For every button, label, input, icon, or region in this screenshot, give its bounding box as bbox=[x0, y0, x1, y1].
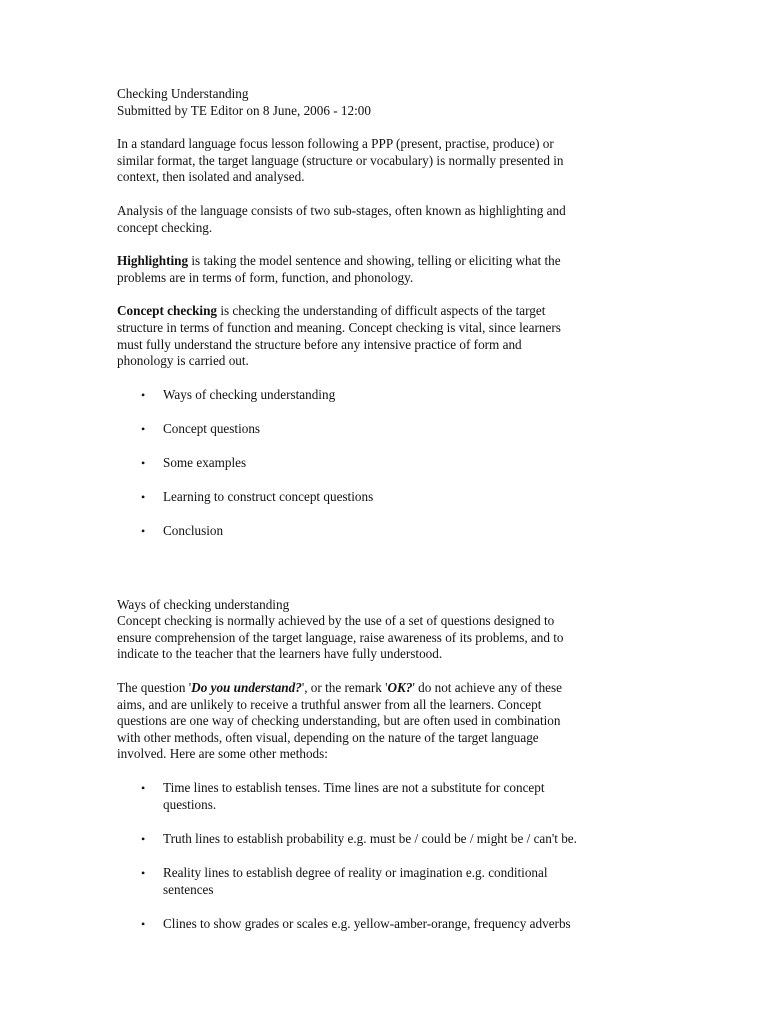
bullet-icon: • bbox=[141, 865, 146, 880]
text-line: Analysis of the language consists of two sub-stages, often known as highlighting and bbox=[117, 202, 566, 218]
section-spacer bbox=[117, 557, 662, 597]
text-line: phonology is carried out. bbox=[117, 353, 249, 369]
text-line: ensure comprehension of the target language, raise awareness of its problems, and to bbox=[117, 629, 564, 645]
list-item bbox=[117, 780, 662, 813]
ok-phrase: OK? bbox=[387, 680, 413, 696]
list-item bbox=[117, 387, 662, 404]
method-text: sentences bbox=[163, 881, 214, 897]
text-line: Concept checking is normally achieved by the use of a set of questions designed to bbox=[117, 613, 555, 629]
text-fragment: is checking the understanding of difficult aspects of the target bbox=[217, 303, 546, 319]
text-line: concept checking. bbox=[117, 219, 213, 235]
concept-checking-paragraph bbox=[117, 303, 662, 369]
text-line: problems are in terms of form, function, and phonology. bbox=[117, 269, 414, 285]
contents-item-label: Ways of checking understanding bbox=[163, 386, 336, 402]
text-line: structure in terms of function and meaning. Concept checking is vital, since learners bbox=[117, 319, 561, 335]
text-line: similar format, the target language (structure or vocabulary) is normally presented in bbox=[117, 152, 564, 168]
article-title: Checking Understanding bbox=[117, 86, 249, 101]
intro-paragraph-1 bbox=[117, 136, 662, 186]
article-header bbox=[117, 86, 662, 119]
bullet-icon: • bbox=[141, 831, 146, 846]
bullet-icon: • bbox=[141, 421, 146, 436]
list-item bbox=[117, 455, 662, 472]
method-text: Truth lines to establish probability e.g. must be / could be / might be / can't be. bbox=[163, 830, 577, 846]
list-item bbox=[117, 865, 662, 898]
text-line: aims, and are unlikely to receive a truthful answer from all the learners. Concept bbox=[117, 696, 542, 712]
highlighting-term: Highlighting bbox=[117, 253, 189, 269]
document-page bbox=[117, 86, 662, 950]
text-line: context, then isolated and analysed. bbox=[117, 169, 305, 185]
methods-list bbox=[117, 780, 662, 932]
text-fragment: The question ' bbox=[117, 680, 192, 696]
bullet-icon: • bbox=[141, 780, 146, 795]
concept-checking-term: Concept checking bbox=[117, 303, 218, 319]
bullet-icon: • bbox=[141, 523, 146, 538]
contents-item-label: Concept questions bbox=[163, 420, 261, 436]
text-line: must fully understand the structure before any intensive practice of form and bbox=[117, 336, 522, 352]
text-line: questions are one way of checking understanding, but are often used in combination bbox=[117, 713, 561, 729]
list-item bbox=[117, 916, 662, 933]
submitted-byline: Submitted by TE Editor on 8 June, 2006 - 12:00 bbox=[117, 102, 371, 118]
section-ways-of-checking bbox=[117, 597, 662, 933]
text-fragment: is taking the model sentence and showing, telling or eliciting what the bbox=[188, 253, 561, 269]
highlighting-paragraph bbox=[117, 253, 662, 286]
text-fragment: ' do not achieve any of these bbox=[412, 680, 563, 696]
list-item bbox=[117, 421, 662, 438]
contents-item-label: Conclusion bbox=[163, 522, 224, 538]
method-text: Time lines to establish tenses. Time lines are not a substitute for concept bbox=[163, 779, 545, 795]
question-paragraph bbox=[117, 680, 662, 763]
intro-paragraph-2 bbox=[117, 203, 662, 236]
list-item bbox=[117, 831, 662, 848]
list-item bbox=[117, 489, 662, 506]
contents-item-label: Some examples bbox=[163, 454, 247, 470]
text-line: indicate to the teacher that the learners have fully understood. bbox=[117, 646, 443, 662]
text-line: In a standard language focus lesson following a PPP (present, practise, produce) or bbox=[117, 136, 554, 152]
section-heading: Ways of checking understanding bbox=[117, 596, 290, 612]
method-text: Clines to show grades or scales e.g. yellow-amber-orange, frequency adverbs bbox=[163, 915, 571, 931]
text-fragment: ', or the remark ' bbox=[301, 680, 388, 696]
list-item bbox=[117, 523, 662, 540]
do-you-understand-phrase: Do you understand? bbox=[191, 680, 302, 696]
text-line: involved. Here are some other methods: bbox=[117, 746, 328, 762]
contents-item-label: Learning to construct concept questions bbox=[163, 488, 374, 504]
bullet-icon: • bbox=[141, 455, 146, 470]
text-line: with other methods, often visual, depending on the nature of the target language bbox=[117, 729, 539, 745]
bullet-icon: • bbox=[141, 489, 146, 504]
method-text: questions. bbox=[163, 796, 217, 812]
bullet-icon: • bbox=[141, 916, 146, 931]
contents-list bbox=[117, 387, 662, 540]
bullet-icon: • bbox=[141, 387, 146, 402]
method-text: Reality lines to establish degree of reality or imagination e.g. conditional bbox=[163, 864, 548, 880]
